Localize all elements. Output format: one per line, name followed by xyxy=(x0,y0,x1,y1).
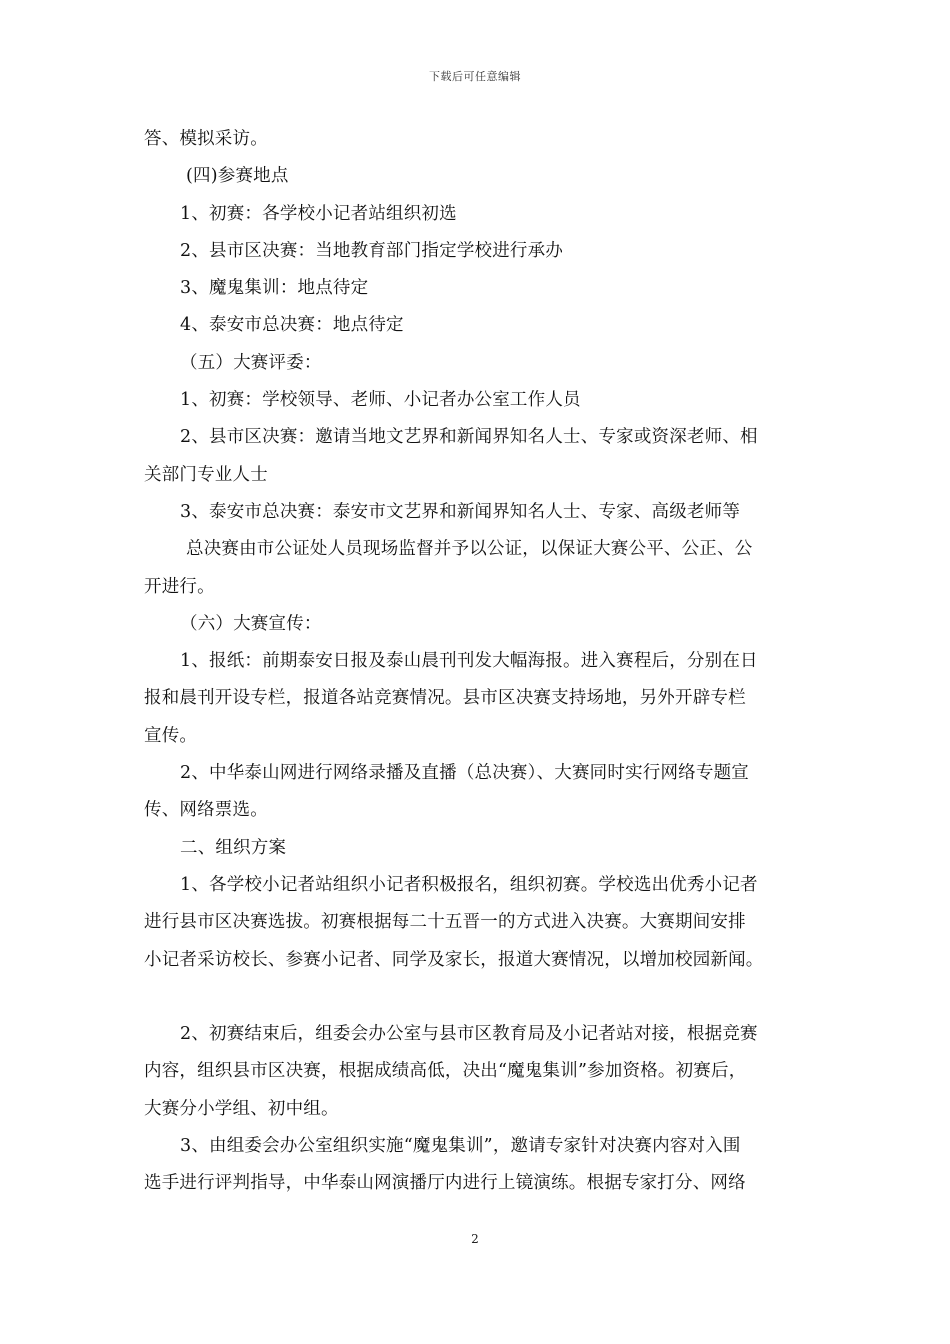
text-line: 报和晨刊开设专栏，报道各站竞赛情况。县市区决赛支持场地，另外开辟专栏 xyxy=(144,688,746,709)
document-body xyxy=(144,121,820,1203)
text-line: 大赛分小学组、初中组。 xyxy=(144,1098,339,1119)
text-line: 总决赛由市公证处人员现场监督并予以公证，以保证大赛公平、公正、公 xyxy=(186,539,753,560)
blank-line xyxy=(144,979,820,1016)
text-line: 2、初赛结束后，组委会办公室与县市区教育局及小记者站对接，根据竞赛 xyxy=(180,1024,758,1045)
text-line: 3、魔鬼集训：地点待定 xyxy=(180,278,369,299)
text-line: 宣传。 xyxy=(144,725,198,746)
text-line: 2、中华泰山网进行网络录播及直播（总决赛）、大赛同时实行网络专题宣 xyxy=(180,763,749,784)
page-number: 2 xyxy=(471,1232,479,1246)
text-line: （六）大赛宣传： xyxy=(180,613,322,634)
text-line: （五）大赛评委： xyxy=(180,352,322,373)
text-line: 1、初赛：各学校小记者站组织初选 xyxy=(180,203,457,224)
text-line: 2、县市区决赛：当地教育部门指定学校进行承办 xyxy=(180,240,564,261)
text-line: 答、模拟采访。 xyxy=(144,129,268,149)
text-line: 传、网络票选。 xyxy=(144,800,268,821)
text-line: 进行县市区决赛选拔。初赛根据每二十五晋一的方式进入决赛。大赛期间安排 xyxy=(144,912,746,933)
text-line: 关部门专业人士 xyxy=(144,464,268,485)
text-line: 二、组织方案 xyxy=(180,837,287,858)
text-line: 1、各学校小记者站组织小记者积极报名，组织初赛。学校选出优秀小记者 xyxy=(180,874,758,895)
text-line: (四)参赛地点 xyxy=(186,166,289,187)
text-line: 小记者采访校长、参赛小记者、同学及家长，报道大赛情况，以增加校园新闻。 xyxy=(144,949,764,970)
text-line: 内容，组织县市区决赛，根据成绩高低，决出“魔鬼集训”参加资格。初赛后， xyxy=(144,1061,747,1082)
text-line: 1、报纸：前期泰安日报及泰山晨刊刊发大幅海报。进入赛程后，分别在日 xyxy=(180,651,758,672)
text-line: 1、初赛：学校领导、老师、小记者办公室工作人员 xyxy=(180,390,581,411)
text-line: 3、泰安市总决赛：泰安市文艺界和新闻界知名人士、专家、高级老师等 xyxy=(180,501,741,522)
text-line: 3、由组委会办公室组织实施“魔鬼集训”，邀请专家针对决赛内容对入围 xyxy=(180,1136,741,1157)
text-line: 开进行。 xyxy=(144,576,215,597)
page-header: 下载后可任意编辑 xyxy=(429,70,521,83)
text-line: 选手进行评判指导，中华泰山网演播厅内进行上镜演练。根据专家打分、网络 xyxy=(144,1173,746,1194)
text-line: 4、泰安市总决赛：地点待定 xyxy=(180,315,404,336)
text-line: 2、县市区决赛：邀请当地文艺界和新闻界知名人士、专家或资深老师、相 xyxy=(180,427,758,448)
